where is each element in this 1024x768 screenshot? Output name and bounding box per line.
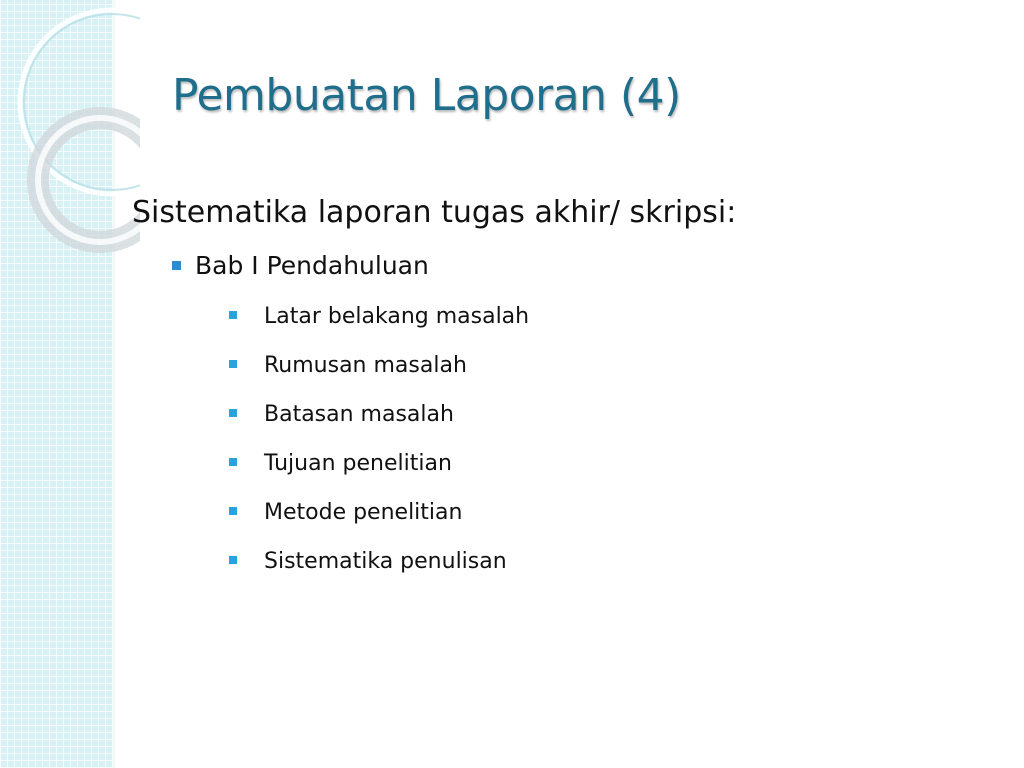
list-item xyxy=(132,390,992,439)
section-label: Bab I Pendahuluan xyxy=(195,251,429,280)
square-bullet-icon xyxy=(229,409,237,417)
list-item xyxy=(132,439,992,488)
list-item-label: Rumusan masalah xyxy=(264,353,467,378)
list-item xyxy=(132,341,992,390)
slide-title: Pembuatan Laporan (4) xyxy=(172,70,681,121)
square-bullet-icon xyxy=(229,507,237,515)
list-item xyxy=(132,488,992,537)
list-item xyxy=(132,292,992,341)
square-bullet-icon xyxy=(172,261,181,270)
list-item xyxy=(132,537,992,586)
intro-text: Sistematika laporan tugas akhir/ skripsi: xyxy=(132,195,737,230)
list-item-label: Tujuan penelitian xyxy=(264,451,452,476)
section-heading xyxy=(132,248,992,284)
list-item-label: Latar belakang masalah xyxy=(264,304,530,329)
square-bullet-icon xyxy=(229,311,237,319)
list-item-label: Batasan masalah xyxy=(264,402,454,427)
square-bullet-icon xyxy=(229,360,237,368)
section-item-list xyxy=(132,292,992,586)
square-bullet-icon xyxy=(229,556,237,564)
square-bullet-icon xyxy=(229,458,237,466)
list-item-label: Metode penelitian xyxy=(264,500,463,525)
list-item-label: Sistematika penulisan xyxy=(264,549,507,574)
circle-decoration-icon xyxy=(0,0,140,260)
slide-body xyxy=(132,190,992,586)
